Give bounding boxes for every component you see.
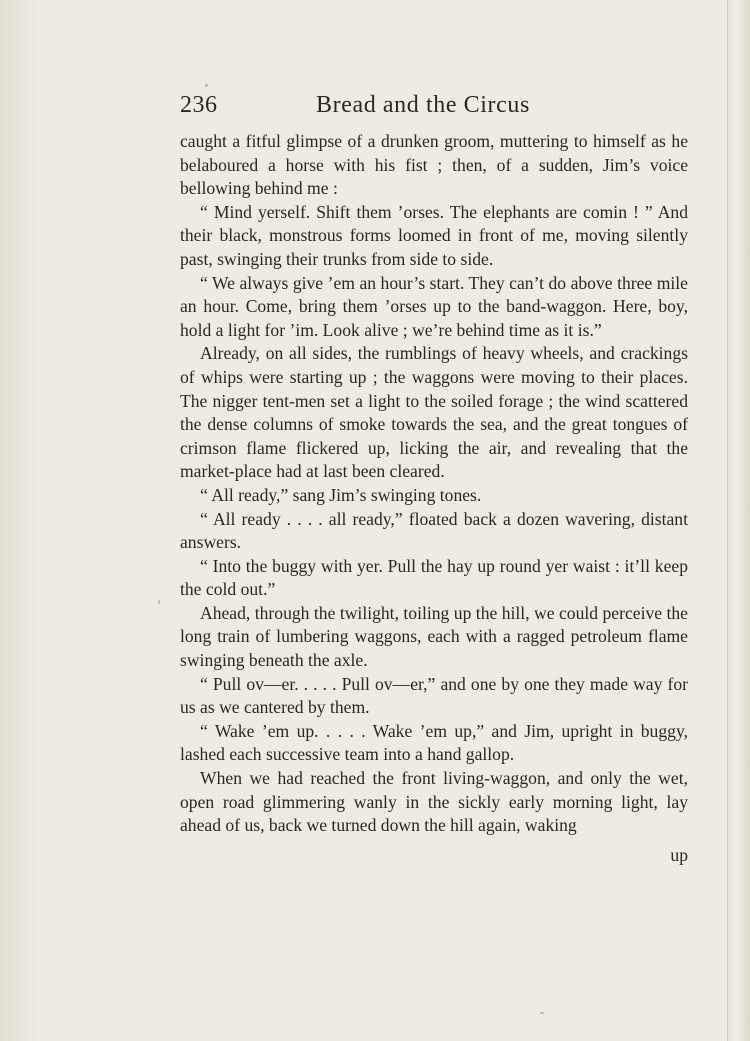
paragraph: Ahead, through the twilight, toiling up the hill, we could perceive the long train of lumbering waggons, each with a ragged petroleum flame swinging beneath the axle. — [180, 602, 688, 671]
paper-speck — [158, 600, 160, 604]
paragraph: “ Pull ov—er. . . . . Pull ov—er,” and one by one they made way for us as we cantered by them. — [180, 673, 688, 718]
paper-speck — [205, 84, 208, 87]
paper-speck — [540, 1012, 544, 1014]
page-edge — [727, 0, 750, 1041]
paragraph: “ Wake ’em up. . . . . Wake ’em up,” and Jim, upright in buggy, lashed each successive team into a hand gallop. — [180, 720, 688, 765]
paragraph: “ All ready . . . . all ready,” floated back a dozen wavering, distant answers. — [180, 508, 688, 553]
catchword: up — [670, 845, 688, 865]
paragraph: Already, on all sides, the rumblings of heavy wheels, and crackings of whips were starting up ; the waggons were moving to their places. The nigger tent-men set a light to the soiled forage ; the wind scattered the dense columns of smoke towards the sea, and the great tongues of crimson flame flickered up, licking the air, and revealing that the market-place had at last been cleared. — [180, 343, 688, 482]
running-title: Bread and the Circus — [316, 92, 530, 118]
paragraph: caught a fitful glimpse of a drunken groom, muttering to himself as he belaboured a horse with his fist ; then, of a sudden, Jim’s voice bellowing behind me : — [180, 131, 688, 199]
paragraph: When we had reached the front living-waggon, and only the wet, open road glimmering wanly in the sickly early morning light, lay ahead of us, back we turned down the hill again, waking — [180, 768, 688, 836]
paragraph: “ Mind yerself. Shift them ’orses. The elephants are comin ! ” And their black, monstrous forms loomed in front of me, moving silently past, swinging their trunks from side to side. — [180, 201, 688, 269]
paragraph: “ Into the buggy with yer. Pull the hay up round yer waist : it’ll keep the cold out.” — [180, 555, 688, 600]
paragraph: “ All ready,” sang Jim’s swinging tones. — [200, 484, 482, 505]
page-number: 236 — [180, 92, 218, 118]
page-header — [180, 92, 688, 128]
paragraph: “ We always give ’em an hour’s start. They can’t do above three mile an hour. Come, bring them ’orses up to the band-waggon. Here, boy, hold a light for ’im. Look alive ; we’re behind time as it is.” — [180, 272, 688, 340]
body-text — [180, 130, 688, 838]
